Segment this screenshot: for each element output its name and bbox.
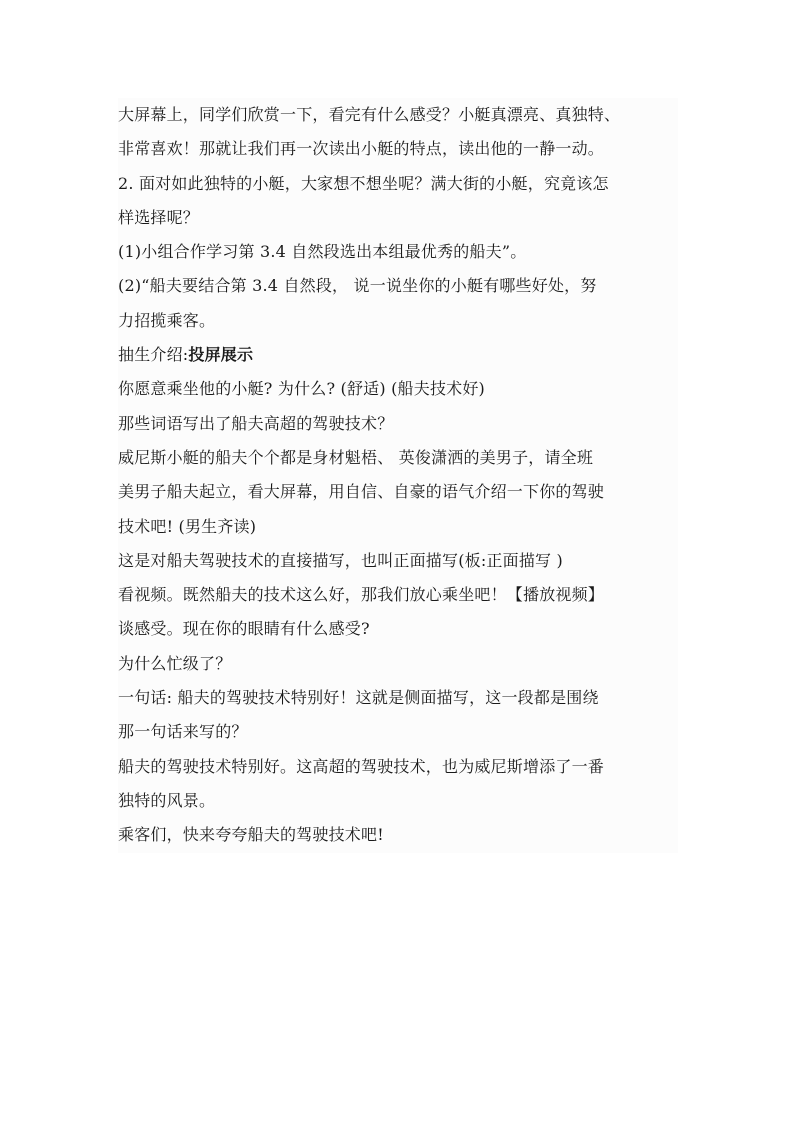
text-line: 你愿意乘坐他的小艇? 为什么? (舒适) (船夫技术好) <box>118 379 485 399</box>
text-line: (1)小组合作学习第 3.4 自然段选出本组最优秀的船夫”。 <box>118 242 527 262</box>
text-line: 那些词语写出了船夫高超的驾驶技术？ <box>118 413 394 433</box>
text-line: 看视频。既然船夫的技术这么好，那我们放心乘坐吧！【播放视频】 <box>118 585 605 605</box>
text-line: 船夫的驾驶技术特别好。这高超的驾驶技术，也为威尼斯增添了一番 <box>118 756 605 776</box>
text-line-mixed <box>118 338 678 372</box>
text-line: 力招揽乘客。 <box>118 310 216 330</box>
text-line: 乘客们，快来夸夸船夫的驾驶技术吧! <box>118 825 384 845</box>
text-line: 威尼斯小艇的船夫个个都是身材魁梧、 英俊潇洒的美男子，请全班 <box>118 447 594 467</box>
text-line: 一句话: 船夫的驾驶技术特别好！这就是侧面描写，这一段都是围绕 <box>118 688 599 708</box>
text-line: 那一句话来写的？ <box>118 722 248 742</box>
text-line: 美男子船夫起立，看大屏幕，用自信、自豪的语气介绍一下你的驾驶 <box>118 482 605 502</box>
text-line: 独特的风景。 <box>118 790 216 810</box>
lesson-text <box>118 98 678 853</box>
text-line: 非常喜欢！那就让我们再一次读出小艇的特点，读出他的一静一动。 <box>118 139 605 159</box>
text-line: 样选择呢？ <box>118 207 200 227</box>
text-line: 这是对船夫驾驶技术的直接描写，也叫正面描写(板:正面描写 ) <box>118 550 563 570</box>
text-line: 谈感受。现在你的眼睛有什么感受? <box>118 619 370 639</box>
text-line: 为什么忙级了？ <box>118 653 232 673</box>
text-plain: 抽生介绍: <box>118 345 189 365</box>
text-bold: 投屏展示 <box>188 345 254 365</box>
text-line: 技术吧! (男生齐读) <box>118 516 257 536</box>
text-line: 大屏幕上，同学们欣赏一下，看完有什么感受？小艇真漂亮、真独特、 <box>118 105 621 124</box>
text-line: (2)“船夫要结合第 3.4 自然段， 说一说坐你的小艇有哪些好处，努 <box>118 276 597 296</box>
text-line: 2. 面对如此独特的小艇，大家想不想坐呢？满大街的小艇，究竟该怎 <box>118 173 609 193</box>
